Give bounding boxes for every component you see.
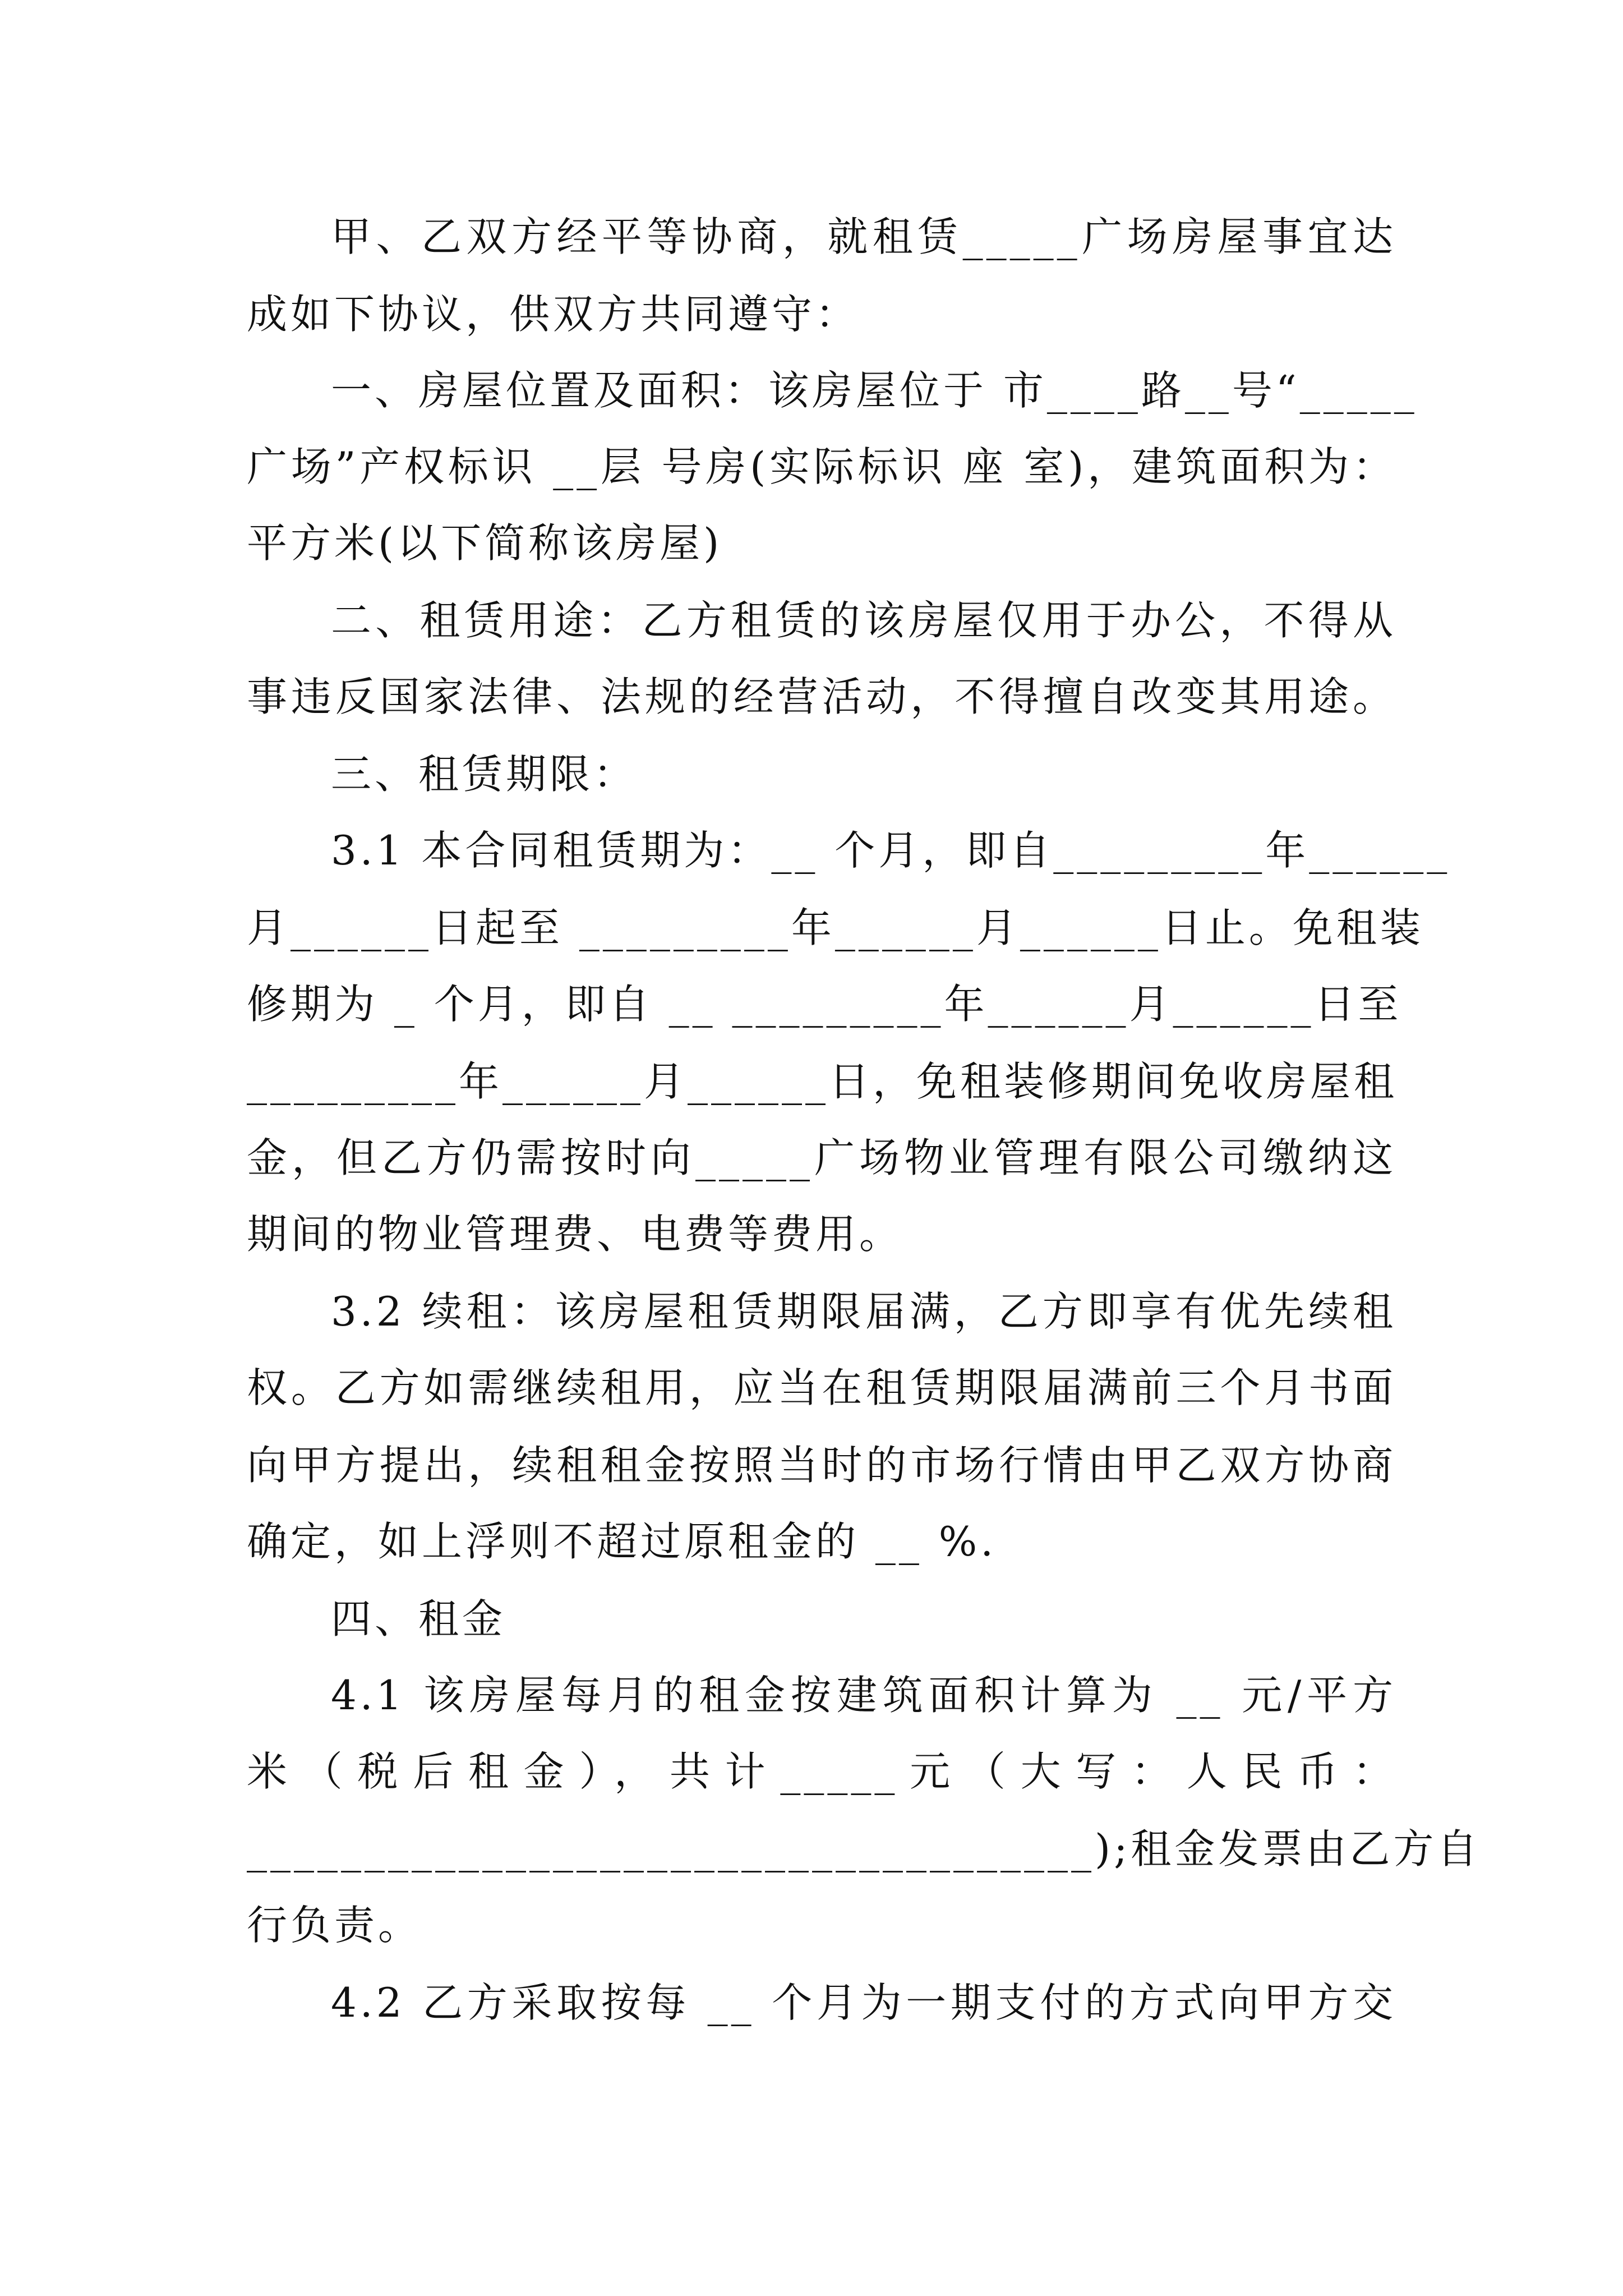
paragraph-line: 一、房屋位置及面积：该房屋位于 市____路__号“_____ bbox=[331, 367, 1418, 414]
paragraph-line: 事违反国家法律、法规的经营活动，不得擅自改变其用途。 bbox=[247, 673, 1396, 720]
paragraph-line: 广场”产权标识 __层 号房(实际标识 座 室)，建筑面积为： bbox=[247, 443, 1396, 490]
paragraph-line: 向甲方提出，续租租金按照当时的市场行情由甲乙双方协商 bbox=[247, 1442, 1396, 1489]
paragraph-line: 3.1 本合同租赁期为：__ 个月，即自_________年______ bbox=[331, 827, 1451, 874]
paragraph-line: 成如下协议，供双方共同遵守： bbox=[247, 291, 860, 338]
paragraph-line: 权。乙方如需继续租用，应当在租赁期限届满前三个月书面 bbox=[247, 1364, 1396, 1411]
paragraph-line: 米（税后租金），共计_____元（大写：人民币： bbox=[247, 1748, 1396, 1795]
paragraph-line: 平方米(以下简称该房屋) bbox=[247, 519, 723, 567]
paragraph-line: 确定，如上浮则不超过原租金的 __ %. bbox=[247, 1518, 997, 1565]
paragraph-line: 金，但乙方仍需按时向_____广场物业管理有限公司缴纳这 bbox=[247, 1134, 1396, 1181]
section-heading: 三、租赁期限： bbox=[331, 751, 638, 798]
paragraph-line: 甲、乙双方经平等协商，就租赁_____广场房屋事宜达 bbox=[331, 213, 1396, 260]
paragraph-line: 行负责。 bbox=[247, 1902, 422, 1949]
paragraph-line: 修期为 _ 个月，即自 __ _________年______月______日至 bbox=[247, 981, 1402, 1028]
paragraph-line: _________年______月______日，免租装修期间免收房屋租 bbox=[247, 1058, 1398, 1105]
paragraph-line: 3.2 续租：该房屋租赁期限届满，乙方即享有优先续租 bbox=[331, 1288, 1396, 1335]
paragraph-line: 月______日起至 _________年______月______日止。免租装 bbox=[247, 904, 1424, 951]
paragraph-line: ____________________________________);租金发票由乙方自 bbox=[247, 1825, 1481, 1872]
section-heading: 四、租金 bbox=[331, 1595, 506, 1642]
paragraph-line: 4.1 该房屋每月的租金按建筑面积计算为 __ 元/平方 bbox=[331, 1672, 1396, 1719]
paragraph-line: 二、租赁用途：乙方租赁的该房屋仅用于办公，不得从 bbox=[331, 597, 1396, 644]
paragraph-line: 期间的物业管理费、电费等费用。 bbox=[247, 1211, 903, 1258]
paragraph-line: 4.2 乙方采取按每 __ 个月为一期支付的方式向甲方交 bbox=[331, 1979, 1396, 2026]
